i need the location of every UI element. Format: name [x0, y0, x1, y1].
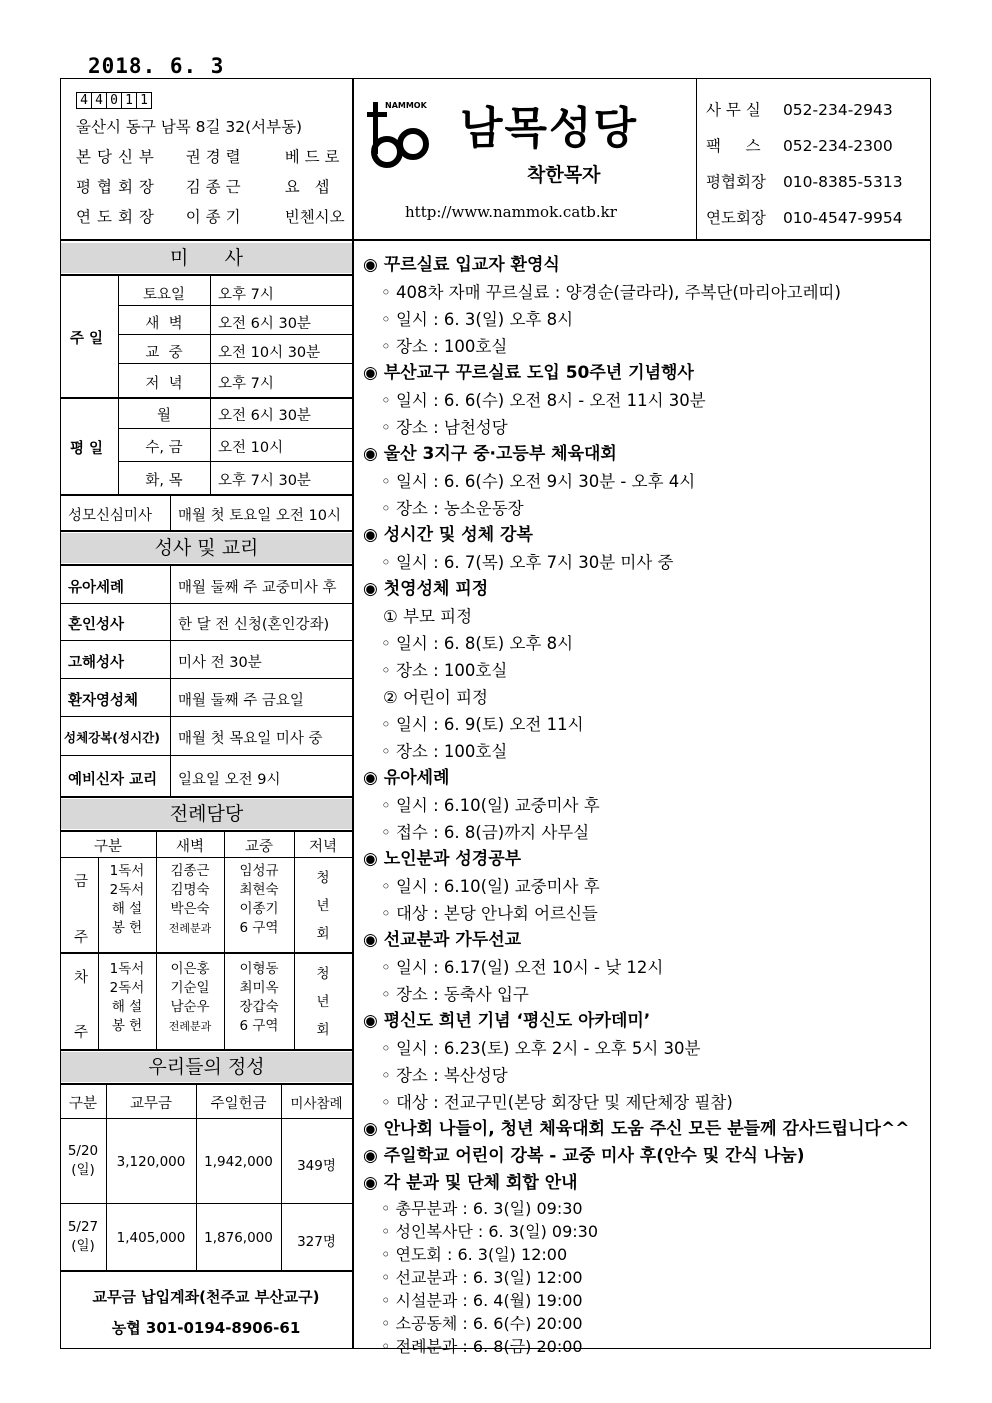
mass-time: 오전 6시 30분	[218, 316, 311, 332]
notice-item: ◦ 대상 : 전교구민(본당 회장단 및 제단체장 필참)	[381, 1093, 733, 1112]
contact-fax: 팩 스 052-234-2300	[706, 137, 893, 155]
liturgy-role: 봉 헌	[111, 1018, 143, 1034]
heart-mass-time: 매월 첫 토요일 오전 10시	[178, 508, 341, 524]
notice-heading: ◉ 노인분과 성경공부	[363, 849, 522, 869]
notice-heading: ◉ 평신도 희년 기념 ‘평신도 아카데미’	[363, 1011, 651, 1031]
contacts	[706, 92, 903, 236]
notice-item: ◦ 장소 : 100호실	[381, 661, 508, 680]
notice-heading: ◉ 유아세례	[363, 768, 450, 788]
liturgy-role: 2독서	[109, 980, 145, 996]
header-divider	[60, 239, 931, 241]
notice-item: ◦ 성인복사단 : 6. 3(일) 09:30	[381, 1222, 599, 1241]
notice-item: ◦ 대상 : 본당 안나회 어르신들	[381, 904, 598, 923]
offering-header: 교무금	[129, 1096, 173, 1112]
church-logo	[365, 94, 435, 174]
notice-item: ◦ 일시 : 6. 8(토) 오후 8시	[381, 634, 574, 653]
notice-item: ◦ 일시 : 6. 3(일) 오후 8시	[381, 310, 574, 329]
mass-time: 오전 10시	[218, 440, 284, 456]
notice-item: ◦ 일시 : 6. 7(목) 오후 7시 30분 미사 중	[381, 553, 674, 572]
liturgy-role: 봉 헌	[111, 920, 143, 936]
notice-item: ◦ 일시 : 6.10(일) 교중미사 후	[381, 877, 600, 896]
notice-item: ◦ 접수 : 6. 8(금)까지 사무실	[381, 823, 590, 842]
church-name: 남목성당	[460, 103, 639, 154]
offering-attendance: 349명	[297, 1158, 336, 1174]
notice-item: ◦ 일시 : 6. 6(수) 오전 8시 - 오전 11시 30분	[381, 391, 706, 410]
sacrament-value: 한 달 전 신청(혼인강좌)	[178, 617, 330, 633]
yeondo-line: 연도회장 이 종 기 빈첸시오	[76, 208, 345, 226]
notice-heading: ◉ 안나회 나들이, 청년 체육대회 도움 주신 모든 분들께 감사드립니다^^	[363, 1119, 910, 1139]
offering-date: 5/27	[67, 1219, 99, 1235]
mass-time: 오후 7시	[218, 287, 274, 303]
column-divider	[352, 78, 354, 1349]
sacrament-name: 혼인성사	[68, 617, 125, 633]
liturgy-evening: 회	[316, 1022, 330, 1038]
notice-item: ◦ 일시 : 6.23(토) 오후 2시 - 오후 5시 30분	[381, 1039, 701, 1058]
mass-name: 새 벽	[145, 316, 183, 332]
website-link[interactable]: http://www.nammok.catb.kr	[405, 203, 617, 221]
liturgy-evening: 년	[316, 898, 330, 914]
notice-item: ◦ 전례분과 : 6. 8(금) 20:00	[381, 1337, 583, 1356]
header-info	[76, 90, 345, 232]
sacrament-value: 매월 첫 목요일 미사 중	[178, 731, 323, 747]
sacrament-name: 유아세례	[68, 580, 125, 596]
sacrament-value: 일요일 오전 9시	[178, 772, 281, 788]
mass-time: 오전 10시 30분	[218, 345, 321, 361]
mass-name: 저 녁	[145, 376, 183, 392]
liturgy-week-label: 주	[74, 1025, 89, 1041]
liturgy-role: 해 설	[111, 901, 143, 917]
notice-item: ◦ 일시 : 6.10(일) 교중미사 후	[381, 796, 600, 815]
offering-collection: 1,876,000	[204, 1230, 273, 1246]
heart-mass-label: 성모신심미사	[68, 508, 153, 524]
offering-dues: 1,405,000	[116, 1230, 186, 1246]
liturgy-header: 구분	[93, 839, 122, 855]
mass-time: 오전 6시 30분	[218, 408, 311, 424]
notice-item: ◦ 일시 : 6. 6(수) 오전 9시 30분 - 오후 4시	[381, 472, 696, 491]
liturgy-evening: 년	[316, 994, 330, 1010]
liturgy-evening: 청	[316, 870, 330, 886]
pastor-line: 본당신부 권 경 렬 베 드 로	[76, 148, 340, 166]
liturgy-person: 전례분과	[168, 1020, 212, 1033]
notice-heading: ◉ 선교분과 가두선교	[363, 930, 522, 950]
liturgy-section-title: 전례담당	[61, 799, 352, 829]
notice-item: ◦ 일시 : 6.17(일) 오전 10시 - 낮 12시	[381, 958, 664, 977]
sacrament-value: 미사 전 30분	[178, 655, 262, 671]
sacrament-section-title: 성사 및 교리	[61, 533, 352, 563]
notice-item: ◦ 장소 : 농소운동장	[381, 499, 524, 518]
offering-day: (일)	[71, 1162, 95, 1178]
sacrament-name: 예비신자 교리	[68, 772, 158, 788]
notice-subheading: ② 어린이 피정	[383, 688, 488, 707]
sacrament-value: 매월 둘째 주 교중미사 후	[178, 580, 337, 596]
liturgy-person: 전례분과	[168, 922, 212, 935]
offering-header: 미사참례	[290, 1096, 343, 1112]
notice-item: ◦ 연도회 : 6. 3(일) 12:00	[381, 1245, 568, 1264]
weekday-label: 평 일	[70, 441, 104, 457]
offering-section-title: 우리들의 정성	[61, 1052, 352, 1082]
header-right-divider	[696, 78, 697, 239]
offering-header: 주일헌금	[210, 1096, 267, 1112]
notice-heading: ◉ 부산교구 꾸르실료 도입 50주년 기념행사	[363, 363, 694, 383]
liturgy-header: 새벽	[175, 839, 204, 855]
liturgy-person: 6 구역	[239, 1018, 279, 1034]
liturgy-person: 6 구역	[239, 920, 279, 936]
sacrament-name: 고해성사	[68, 655, 125, 671]
notice-item: ◦ 일시 : 6. 9(토) 오전 11시	[381, 715, 584, 734]
liturgy-week-label: 주	[74, 930, 89, 946]
mass-name: 교 중	[145, 345, 183, 361]
mass-name: 화, 목	[145, 473, 183, 489]
liturgy-week-label: 금	[74, 874, 89, 890]
notice-heading: ◉ 첫영성체 피정	[363, 579, 489, 599]
offering-attendance: 327명	[297, 1234, 336, 1250]
motto: 착한목자	[527, 164, 601, 186]
notice-item: ◦ 장소 : 남천성당	[381, 418, 508, 437]
liturgy-person: 최현숙	[239, 882, 279, 898]
liturgy-person: 이형동	[239, 961, 279, 977]
address: 울산시 동구 남목 8길 32(서부동)	[76, 118, 303, 136]
offering-dues: 3,120,000	[116, 1154, 186, 1170]
liturgy-evening: 청	[316, 966, 330, 982]
liturgy-person: 기순일	[170, 980, 210, 996]
liturgy-role: 1독서	[109, 863, 145, 879]
notice-item: ◦ 소공동체 : 6. 6(수) 20:00	[381, 1314, 583, 1333]
notice-item: ◦ 총무분과 : 6. 3(일) 09:30	[381, 1199, 583, 1218]
liturgy-person: 임성규	[239, 863, 279, 879]
sacrament-name: 환자영성체	[68, 693, 139, 709]
notice-item: ◦ 장소 : 100호실	[381, 742, 508, 761]
liturgy-role: 해 설	[111, 999, 143, 1015]
liturgy-person: 김명숙	[170, 882, 210, 898]
mass-name: 토요일	[142, 287, 186, 303]
liturgy-person: 최미옥	[239, 980, 279, 996]
mass-name: 수, 금	[145, 440, 183, 456]
notice-list	[363, 252, 928, 1358]
notice-item: ◦ 선교분과 : 6. 3(일) 12:00	[381, 1268, 583, 1287]
liturgy-person: 남순우	[170, 999, 210, 1015]
liturgy-evening: 회	[316, 926, 330, 942]
liturgy-week-label: 차	[74, 970, 89, 986]
council-line: 평협회장 김 종 근 요 셉	[76, 178, 330, 196]
liturgy-person: 이은홍	[170, 961, 210, 977]
mass-time: 오후 7시	[218, 376, 274, 392]
notice-item: ◦ 시설분과 : 6. 4(월) 19:00	[381, 1291, 583, 1310]
account-title: 교무금 납입계좌(천주교 부산교구)	[92, 1288, 320, 1306]
contact-office: 사 무 실 052-234-2943	[706, 101, 893, 119]
sunday-label: 주 일	[70, 331, 104, 347]
notice-item: ◦ 장소 : 동축사 입구	[381, 985, 529, 1004]
mass-section-title: 미 사	[61, 243, 352, 273]
liturgy-person: 박은숙	[170, 901, 210, 917]
sacrament-value: 매월 둘째 주 금요일	[178, 693, 304, 709]
liturgy-person: 이종기	[239, 901, 279, 917]
liturgy-person: 장갑숙	[239, 999, 279, 1015]
bulletin-date: 2018. 6. 3	[88, 54, 225, 78]
notice-item: ◦ 장소 : 100호실	[381, 337, 508, 356]
mass-time: 오후 7시 30분	[218, 473, 311, 489]
notice-heading: ◉ 주일학교 어린이 강복 - 교중 미사 후(안수 및 간식 나눔)	[363, 1146, 805, 1166]
logo-text: NAMMOK	[385, 101, 427, 110]
liturgy-role: 2독서	[109, 882, 145, 898]
liturgy-header: 저녁	[308, 839, 337, 855]
notice-heading: ◉ 꾸르실료 입교자 환영식	[363, 255, 560, 275]
mass-name: 월	[156, 408, 171, 424]
offering-date: 5/20	[67, 1143, 99, 1159]
contact-yeondo: 연도회장 010-4547-9954	[706, 209, 903, 227]
notice-heading: ◉ 성시간 및 성체 강복	[363, 525, 533, 545]
offering-header: 구분	[68, 1096, 97, 1112]
contact-council: 평협회장 010-8385-5313	[706, 173, 903, 191]
notice-subheading: ① 부모 피정	[383, 607, 473, 626]
offering-collection: 1,942,000	[204, 1154, 273, 1170]
liturgy-header: 교중	[244, 839, 273, 855]
notice-item: ◦ 장소 : 복산성당	[381, 1066, 508, 1085]
liturgy-person: 김종근	[170, 863, 210, 879]
offering-day: (일)	[71, 1238, 95, 1254]
notice-heading: ◉ 각 분과 및 단체 회합 안내	[363, 1173, 578, 1193]
liturgy-role: 1독서	[109, 961, 145, 977]
sacrament-name: 성체강복(성시간)	[64, 730, 160, 745]
notice-heading: ◉ 울산 3지구 중·고등부 체육대회	[363, 444, 617, 464]
notice-item: ◦ 408차 자매 꾸르실료 : 양경순(글라라), 주복단(마리아고레띠)	[381, 283, 841, 302]
account-number: 농협 301-0194-8906-61	[111, 1319, 301, 1337]
zip-code: 4 4 0 1 1	[76, 92, 152, 109]
